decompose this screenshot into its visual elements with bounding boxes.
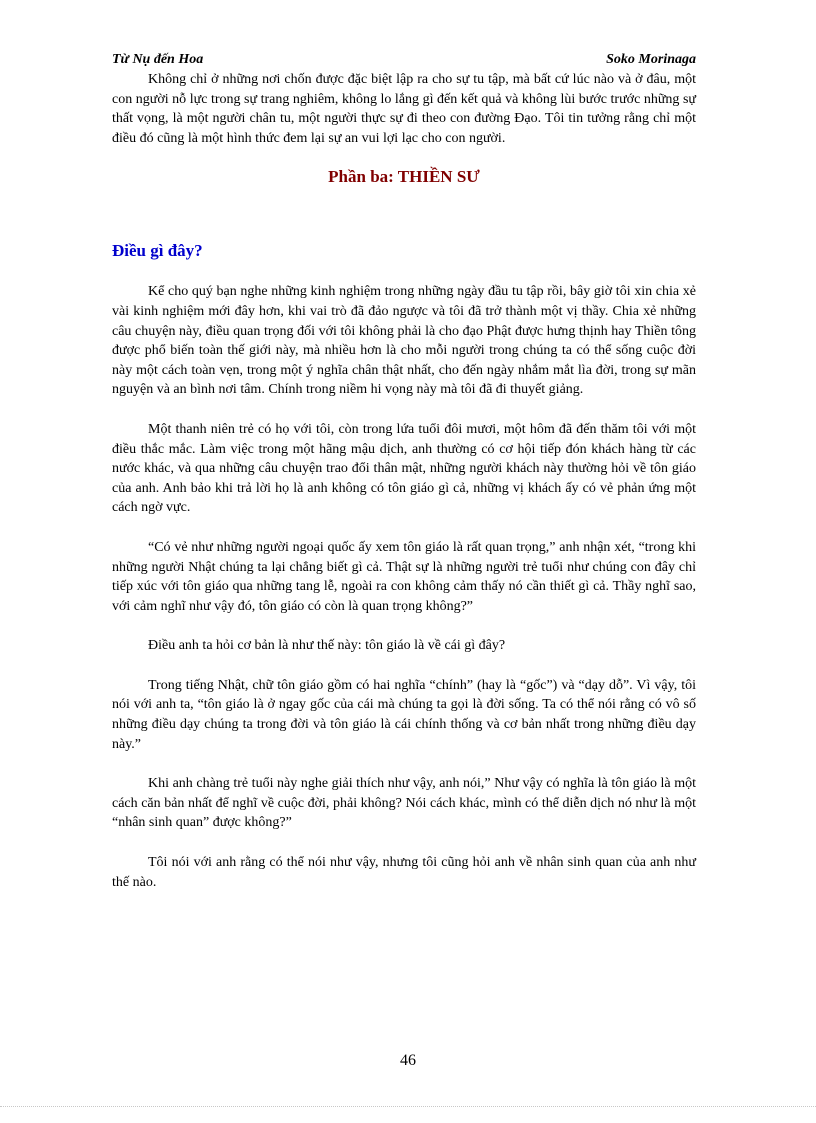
body-paragraph: Điều anh ta hỏi cơ bản là như thế này: tôn giáo là về cái gì đây? <box>148 638 506 654</box>
intro-paragraph: Không chỉ ở những nơi chốn được đặc biệt lập ra cho sự tu tập, mà bất cứ lúc nào và ở đâu, một con người nỗ lực trong sự trang nghiêm, không lo lắng gì đến kết quả và không lùi bước trước những sự thất vọng, là một người chân tu, một người thực sự đi theo con đường Đạo. Tôi tin tưởng rằng chỉ một điều đó cũng là một hình thức đem lại sự an vui lợi lạc cho con người. <box>112 72 696 146</box>
body-paragraph: “Có vẻ như những người ngoại quốc ấy xem tôn giáo là rất quan trọng,” anh nhận xét, “trong khi những người Nhật chúng ta lại chẳng biết gì cả. Thật sự là những người trẻ tuổi như chúng con đây chỉ tiếp xúc với tôn giáo qua những tang lễ, ngoài ra con không cảm thấy nó cần thiết gì cả. Thầy nghĩ sao, với cảm nghĩ như vậy đó, tôn giáo có còn là quan trọng không?” <box>112 539 696 614</box>
body-paragraph: Khi anh chàng trẻ tuổi này nghe giải thích như vậy, anh nói,” Như vậy có nghĩa là tôn giáo là một cách căn bản nhất để nghĩ về cuộc đời, phải không? Nói cách khác, mình có thể diễn dịch nó như là một “nhân sinh quan” được không?” <box>112 776 696 831</box>
header-author: Soko Morinaga <box>606 52 696 67</box>
section-title: Điều gì đây? <box>112 241 203 261</box>
document-page <box>112 50 696 892</box>
part-title: Phần ba: THIỀN SƯ <box>328 167 480 187</box>
body-paragraph: Trong tiếng Nhật, chữ tôn giáo gồm có hai nghĩa “chính” (hay là “gốc”) và “dạy dỗ”. Vì vậy, tôi nói với anh ta, “tôn giáo là ở ngay gốc của cái mà chúng ta gọi là đời sống. Ta có thể nói rằng có vô số những điều dạy chúng ta trong đời và tôn giáo là cái chính thống và cơ bản nhất trong những điều dạy này.” <box>112 677 696 752</box>
page-edge-divider <box>0 1106 816 1107</box>
running-header <box>112 50 696 70</box>
body-paragraph: Tôi nói với anh rằng có thể nói như vậy, nhưng tôi cũng hỏi anh về nhân sinh quan của anh như thế nào. <box>112 855 696 890</box>
body-paragraph: Một thanh niên trẻ có họ với tôi, còn trong lứa tuổi đôi mươi, một hôm đã đến thăm tôi với một điều thắc mắc. Làm việc trong một hãng mậu dịch, anh thường có cơ hội tiếp đón khách hàng từ các nước khác, và qua những câu chuyện trao đổi thân mật, những người khách này thường hỏi về tôn giáo của anh. Anh bảo khi trả lời họ là anh không có tôn giáo gì cả, những vị khách ấy có vẻ phản ứng một cách ngờ vực. <box>112 421 696 516</box>
page-number: 46 <box>400 1052 416 1069</box>
body-paragraph: Kể cho quý bạn nghe những kinh nghiệm trong những ngày đầu tu tập rồi, bây giờ tôi xin chia xẻ vài kinh nghiệm mới đây hơn, khi vai trò đã đảo ngược và tôi đã trở thành một vị thầy. Chia xẻ những câu chuyện này, điều quan trọng đối với tôi không phải là cho đạo Phật được hưng thịnh hay Thiền tông được phổ biến toàn thế giới này, mà nhiều hơn là cho mỗi người trong chúng ta có thể sống cuộc đời này một cách toàn vẹn, trong một ý nghĩa chân thật nhất, cho đến ngày nhắm mắt lìa đời, trong sự mãn nguyện và an bình nơi tâm. Chính trong niềm hi vọng này mà tôi đã đi thuyết giảng. <box>112 284 696 398</box>
header-book-title: Từ Nụ đến Hoa <box>112 52 204 67</box>
